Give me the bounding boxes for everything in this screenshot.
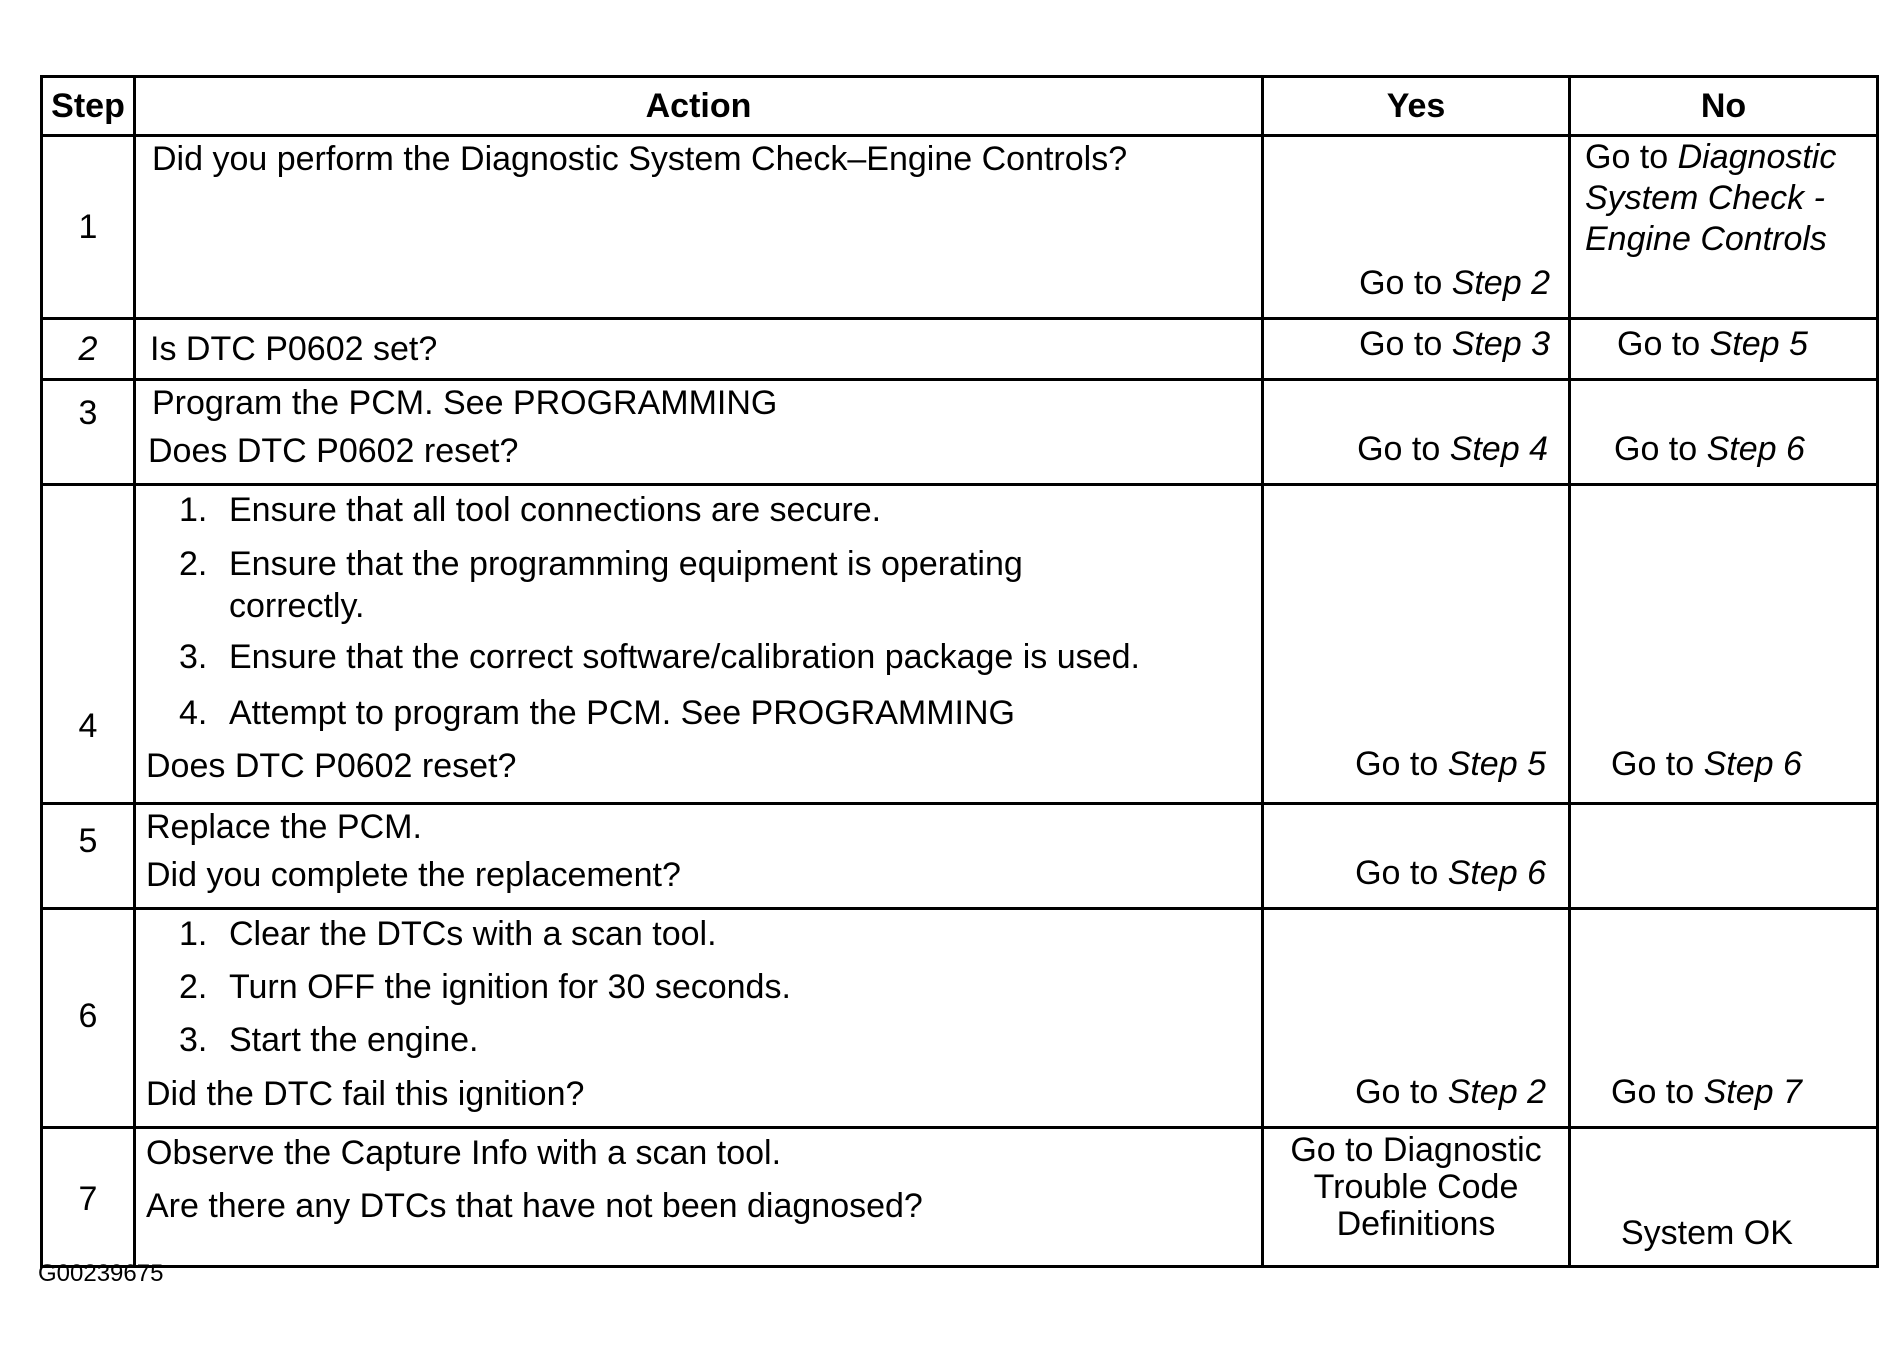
- no-result: Go to Step 6: [1611, 745, 1802, 783]
- table-row: [42, 804, 1878, 909]
- no-cell: [1570, 485, 1878, 804]
- yes-cell: [1263, 136, 1570, 319]
- list-item: 3. Start the engine.: [179, 1021, 479, 1059]
- action-question: Are there any DTCs that have not been diagnosed?: [146, 1187, 923, 1225]
- header-yes: Yes: [1263, 77, 1570, 136]
- action-text: Did you perform the Diagnostic System Check–Engine Controls?: [152, 140, 1128, 178]
- figure-id: G00239675: [38, 1260, 164, 1287]
- step-number: 3: [78, 394, 98, 432]
- no-cell: [1570, 1128, 1878, 1267]
- table-row: [42, 136, 1878, 319]
- step-cell: [42, 909, 135, 1128]
- action-cell: [135, 1128, 1263, 1267]
- yes-cell: [1263, 485, 1570, 804]
- yes-result: Go to Step 6: [1355, 854, 1546, 892]
- no-result: Go to Diagnostic: [1585, 138, 1837, 176]
- list-item: 2. Ensure that the programming equipment is operating: [179, 545, 1023, 583]
- no-result: Go to Step 7: [1611, 1073, 1802, 1111]
- action-cell: [135, 485, 1263, 804]
- step-number: 2: [78, 330, 98, 368]
- header-step: Step: [42, 77, 135, 136]
- step-number: 4: [78, 707, 98, 745]
- yes-cell: [1263, 319, 1570, 380]
- no-result-line: Engine Controls: [1585, 220, 1827, 258]
- header-no: No: [1570, 77, 1878, 136]
- step-link: Step 2: [1451, 264, 1550, 302]
- action-question: Did you complete the replacement?: [146, 856, 681, 894]
- diagnostic-table: [40, 75, 1879, 1268]
- no-result-line: System Check -: [1585, 179, 1825, 217]
- yes-cell: [1263, 804, 1570, 909]
- action-cell: [135, 804, 1263, 909]
- yes-result: Go to Step 3: [1359, 325, 1550, 363]
- action-text: Is DTC P0602 set?: [150, 330, 438, 368]
- step-cell: [42, 319, 135, 380]
- table-row: [42, 485, 1878, 804]
- step-cell: [42, 380, 135, 485]
- action-question: Did the DTC fail this ignition?: [146, 1075, 585, 1113]
- action-text: Observe the Capture Info with a scan tool.: [146, 1134, 782, 1172]
- step-cell: [42, 485, 135, 804]
- step-cell: [42, 136, 135, 319]
- list-item-continuation: correctly.: [229, 587, 365, 625]
- no-result: System OK: [1621, 1214, 1793, 1252]
- step-cell: [42, 1128, 135, 1267]
- step-number: 5: [78, 822, 98, 860]
- table-row: [42, 909, 1878, 1128]
- table-row: [42, 380, 1878, 485]
- action-cell: [135, 136, 1263, 319]
- header-action: Action: [135, 77, 1263, 136]
- no-cell: [1570, 380, 1878, 485]
- yes-result: Go to Step 5: [1355, 745, 1546, 783]
- step-number: 1: [78, 208, 98, 246]
- yes-cell: [1263, 909, 1570, 1128]
- no-cell: [1570, 804, 1878, 909]
- no-result: Go to Step 5: [1617, 325, 1808, 363]
- step-number: 7: [78, 1180, 98, 1218]
- yes-result: Go to Diagnostic Trouble Code Definitions: [1290, 1131, 1542, 1243]
- no-result: Go to Step 6: [1614, 430, 1805, 468]
- no-cell: [1570, 909, 1878, 1128]
- yes-cell: [1263, 380, 1570, 485]
- action-cell: [135, 380, 1263, 485]
- action-text: Replace the PCM.: [146, 808, 422, 846]
- yes-cell: [1263, 1128, 1570, 1267]
- yes-result: Go to Step 2: [1359, 264, 1550, 302]
- action-cell: [135, 909, 1263, 1128]
- action-question: Does DTC P0602 reset?: [148, 432, 519, 470]
- table-row: [42, 1128, 1878, 1267]
- yes-result: Go to Step 4: [1357, 430, 1548, 468]
- no-cell: [1570, 136, 1878, 319]
- header-row: [42, 77, 1878, 136]
- action-text: Program the PCM. See PROGRAMMING: [152, 384, 778, 422]
- step-number: 6: [78, 997, 98, 1035]
- no-cell: [1570, 319, 1878, 380]
- list-item: 4. Attempt to program the PCM. See PROGRAMMING: [179, 694, 1016, 732]
- table-row: [42, 319, 1878, 380]
- action-cell: [135, 319, 1263, 380]
- step-cell: [42, 804, 135, 909]
- yes-result: Go to Step 2: [1355, 1073, 1546, 1111]
- list-item: 1. Ensure that all tool connections are secure.: [179, 491, 882, 529]
- action-question: Does DTC P0602 reset?: [146, 747, 517, 785]
- list-item: 2. Turn OFF the ignition for 30 seconds.: [179, 968, 791, 1006]
- list-item: 3. Ensure that the correct software/calibration package is used.: [179, 638, 1140, 676]
- list-item: 1. Clear the DTCs with a scan tool.: [179, 915, 717, 953]
